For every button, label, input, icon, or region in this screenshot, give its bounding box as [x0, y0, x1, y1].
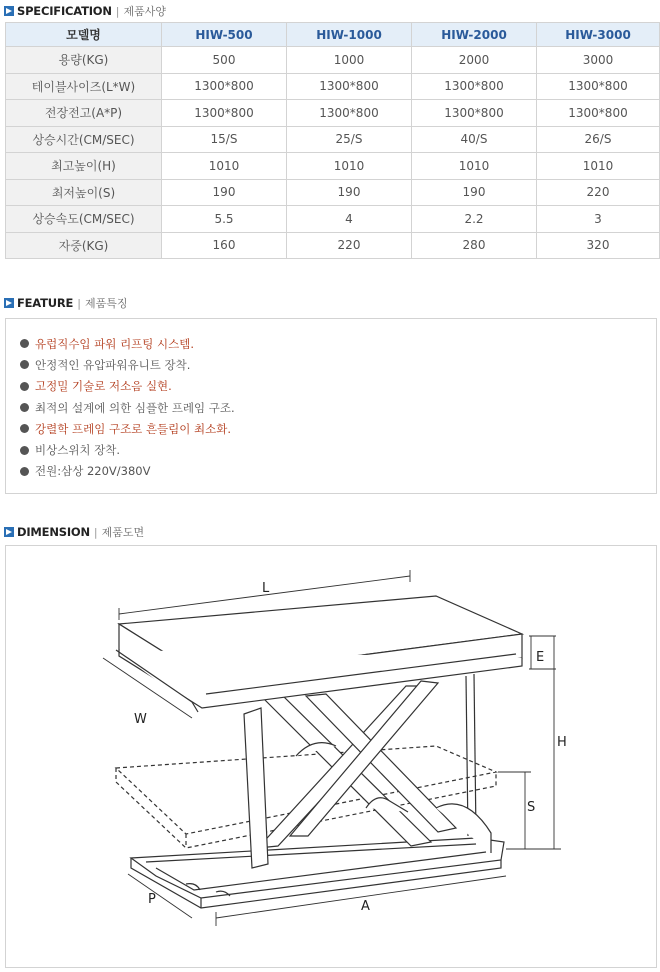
spec-cell: 1300*800: [537, 73, 660, 100]
feature-list: [20, 333, 235, 482]
spec-row-label: 전장전고(A*P): [6, 100, 162, 127]
spec-cell: 1300*800: [162, 100, 287, 127]
header-cell: 모델명: [6, 23, 162, 47]
feature-text: 최적의 설계에 의한 심플한 프레임 구조.: [35, 400, 235, 415]
feature-text: 유럽직수입 파워 리프팅 시스템.: [35, 336, 195, 351]
bullet-icon: [20, 403, 29, 412]
spec-cell: 190: [287, 179, 412, 206]
base-frame: [131, 838, 504, 908]
feature-item: [20, 376, 235, 397]
feature-text: 안정적인 유압파워유니트 장착.: [35, 357, 191, 372]
spec-row: [6, 126, 660, 153]
spec-table: [5, 22, 660, 259]
spec-cell: 1300*800: [537, 100, 660, 127]
spec-cell: 320: [537, 232, 660, 259]
label-s: S: [527, 800, 536, 815]
section-arrow-icon: [4, 298, 14, 308]
spec-cell: 2000: [412, 47, 537, 74]
bullet-icon: [20, 360, 29, 369]
spec-cell: 15/S: [162, 126, 287, 153]
spec-cell: 1010: [162, 153, 287, 180]
spec-header-row: [6, 23, 660, 47]
spec-cell: 1010: [412, 153, 537, 180]
spec-row-label: 테이블사이즈(L*W): [6, 73, 162, 100]
bullet-icon: [20, 424, 29, 433]
bullet-icon: [20, 339, 29, 348]
spec-row: [6, 153, 660, 180]
spec-cell: 160: [162, 232, 287, 259]
feature-text: 고정밀 기술로 저소음 실현.: [35, 379, 172, 394]
spec-cell: 220: [537, 179, 660, 206]
dimension-section-header: [4, 524, 144, 540]
spec-cell: 26/S: [537, 126, 660, 153]
section-arrow-icon: [4, 527, 14, 537]
spec-cell: 2.2: [412, 206, 537, 233]
spec-row: [6, 179, 660, 206]
label-e: E: [536, 650, 545, 665]
spec-cell: 3: [537, 206, 660, 233]
spec-row: [6, 232, 660, 259]
feature-box: [5, 318, 657, 494]
section-title: SPECIFICATION: [17, 4, 112, 18]
bullet-icon: [20, 446, 29, 455]
spec-cell: 1300*800: [162, 73, 287, 100]
section-title: FEATURE: [17, 296, 74, 310]
feature-text: 강렬학 프레임 구조로 흔들림이 최소화.: [35, 421, 232, 436]
bullet-icon: [20, 467, 29, 476]
spec-row-label: 최고높이(H): [6, 153, 162, 180]
section-divider: |: [77, 296, 81, 310]
spec-cell: 40/S: [412, 126, 537, 153]
spec-cell: 1010: [287, 153, 412, 180]
header-cell: HIW-3000: [537, 23, 660, 47]
feature-item: [20, 333, 235, 354]
feature-item: [20, 397, 235, 418]
header-cell: HIW-2000: [412, 23, 537, 47]
feature-item: [20, 418, 235, 439]
section-subtitle: 제품사양: [123, 5, 167, 18]
spec-cell: 500: [162, 47, 287, 74]
spec-row-label: 상승시간(CM/SEC): [6, 126, 162, 153]
spec-row: [6, 100, 660, 127]
feature-item: [20, 354, 235, 375]
spec-row: [6, 206, 660, 233]
spec-cell: 3000: [537, 47, 660, 74]
header-cell: HIW-1000: [287, 23, 412, 47]
spec-cell: 1300*800: [287, 100, 412, 127]
lift-table-drawing: [6, 546, 657, 968]
spec-row: [6, 47, 660, 74]
spec-row-label: 상승속도(CM/SEC): [6, 206, 162, 233]
spec-cell: 1300*800: [412, 100, 537, 127]
section-divider: |: [115, 4, 120, 18]
spec-section-header: [4, 3, 166, 19]
label-p: P: [148, 892, 156, 907]
spec-cell: 5.5: [162, 206, 287, 233]
feature-section-header: [4, 295, 127, 311]
spec-row-label: 자중(KG): [6, 232, 162, 259]
bullet-icon: [20, 382, 29, 391]
label-a: A: [361, 899, 370, 914]
spec-cell: 25/S: [287, 126, 412, 153]
section-arrow-icon: [4, 6, 14, 16]
label-w: W: [134, 712, 147, 727]
spec-cell: 280: [412, 232, 537, 259]
label-l: L: [262, 581, 270, 596]
spec-cell: 1300*800: [412, 73, 537, 100]
feature-text: 전원:삼상 220V/380V: [35, 464, 151, 479]
section-subtitle: 제품특징: [84, 297, 128, 310]
section-title: DIMENSION: [17, 525, 90, 539]
spec-cell: 1010: [537, 153, 660, 180]
spec-row-label: 용량(KG): [6, 47, 162, 74]
section-divider: |: [93, 525, 98, 539]
spec-row: [6, 73, 660, 100]
header-cell: HIW-500: [162, 23, 287, 47]
spec-cell: 1000: [287, 47, 412, 74]
feature-item: [20, 461, 235, 482]
section-subtitle: 제품도면: [101, 526, 145, 539]
label-h: H: [557, 735, 567, 750]
dimension-box: [5, 545, 657, 968]
spec-cell: 4: [287, 206, 412, 233]
spec-cell: 220: [287, 232, 412, 259]
spec-row-label: 최저높이(S): [6, 179, 162, 206]
spec-cell: 1300*800: [287, 73, 412, 100]
feature-item: [20, 439, 235, 460]
spec-cell: 190: [412, 179, 537, 206]
spec-cell: 190: [162, 179, 287, 206]
feature-text: 비상스위치 장착.: [35, 443, 121, 458]
